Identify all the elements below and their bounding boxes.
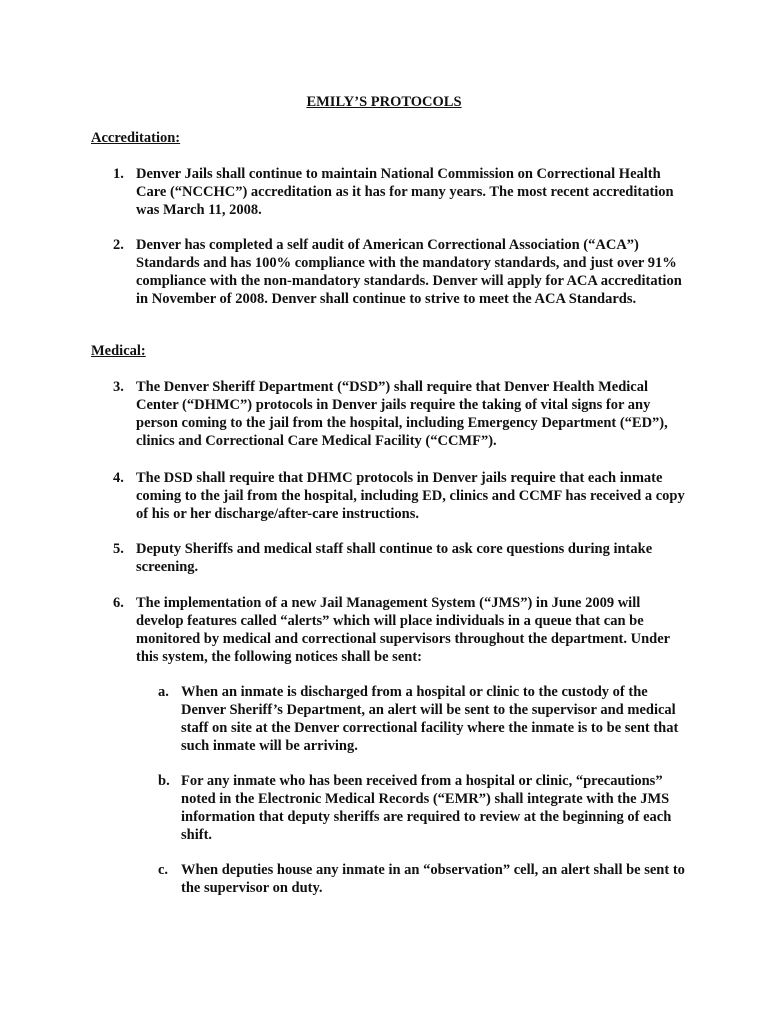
subitem-text: For any inmate who has been received from a hospital or clinic, “precautions” noted in the Electronic Medical Records (“EMR”) shall integrate with the JMS information that deputy sheriffs are required to review at the beginning of each shift. <box>181 773 672 843</box>
subitem-text: When deputies house any inmate in an “observation” cell, an alert shall be sent to the supervisor on duty. <box>181 862 685 896</box>
subitem-letter: a. <box>158 684 169 700</box>
list-item <box>113 594 688 666</box>
item-number: 1. <box>113 166 124 182</box>
list-item <box>113 165 688 219</box>
item-number: 2. <box>113 237 124 253</box>
section-heading-accreditation: Accreditation: <box>91 130 181 146</box>
item-number: 6. <box>113 595 124 611</box>
item-number: 3. <box>113 379 124 395</box>
section-heading-medical: Medical: <box>91 343 146 359</box>
sub-list-item <box>158 683 688 755</box>
list-item <box>113 378 688 450</box>
subitem-letter: b. <box>158 773 170 789</box>
document-title-text: EMILY’S PROTOCOLS <box>306 94 462 110</box>
subitem-letter: c. <box>158 862 169 878</box>
item-text: Denver Jails shall continue to maintain National Commission on Correctional Health Care (“NCCHC”) accreditation as it has for many years. The most recent accreditation was March 11, 2008. <box>136 166 674 218</box>
item-text: The implementation of a new Jail Management System (“JMS”) in June 2009 will develop features called “alerts” which will place individuals in a queue that can be monitored by medical and correctional supervisors throughout the department. Under this system, the following notices shall be sent: <box>136 595 670 665</box>
item-text: The Denver Sheriff Department (“DSD”) shall require that Denver Health Medical Center (“DHMC”) protocols in Denver jails require the taking of vital signs for any person coming to the jail from the hospital, including Emergency Department (“ED”), clinics and Correctional Care Medical Facility (“CCMF”). <box>136 379 668 449</box>
list-item <box>113 540 688 576</box>
item-text: Denver has completed a self audit of American Correctional Association (“ACA”) Standards and has 100% compliance with the mandatory standards, and just over 91% compliance with the non-mandatory standards. Denver will apply for ACA accreditation in November of 2008. Denver shall continue to strive to meet the ACA Standards. <box>136 237 682 307</box>
list-item <box>113 469 688 523</box>
document-title <box>0 94 768 111</box>
sub-list-item <box>158 772 688 844</box>
item-text: The DSD shall require that DHMC protocols in Denver jails require that each inmate coming to the jail from the hospital, including ED, clinics and CCMF has received a copy of his or her discharge/after-care instructions. <box>136 470 685 522</box>
sub-list-item <box>158 861 688 897</box>
item-text: Deputy Sheriffs and medical staff shall continue to ask core questions during intake screening. <box>136 541 653 575</box>
list-item <box>113 236 688 308</box>
item-number: 4. <box>113 470 124 486</box>
item-number: 5. <box>113 541 124 557</box>
subitem-text: When an inmate is discharged from a hospital or clinic to the custody of the Denver Sheriff’s Department, an alert will be sent to the supervisor and medical staff on site at the Denver correctional facility where the inmate is to be sent that such inmate will be arriving. <box>181 684 679 754</box>
